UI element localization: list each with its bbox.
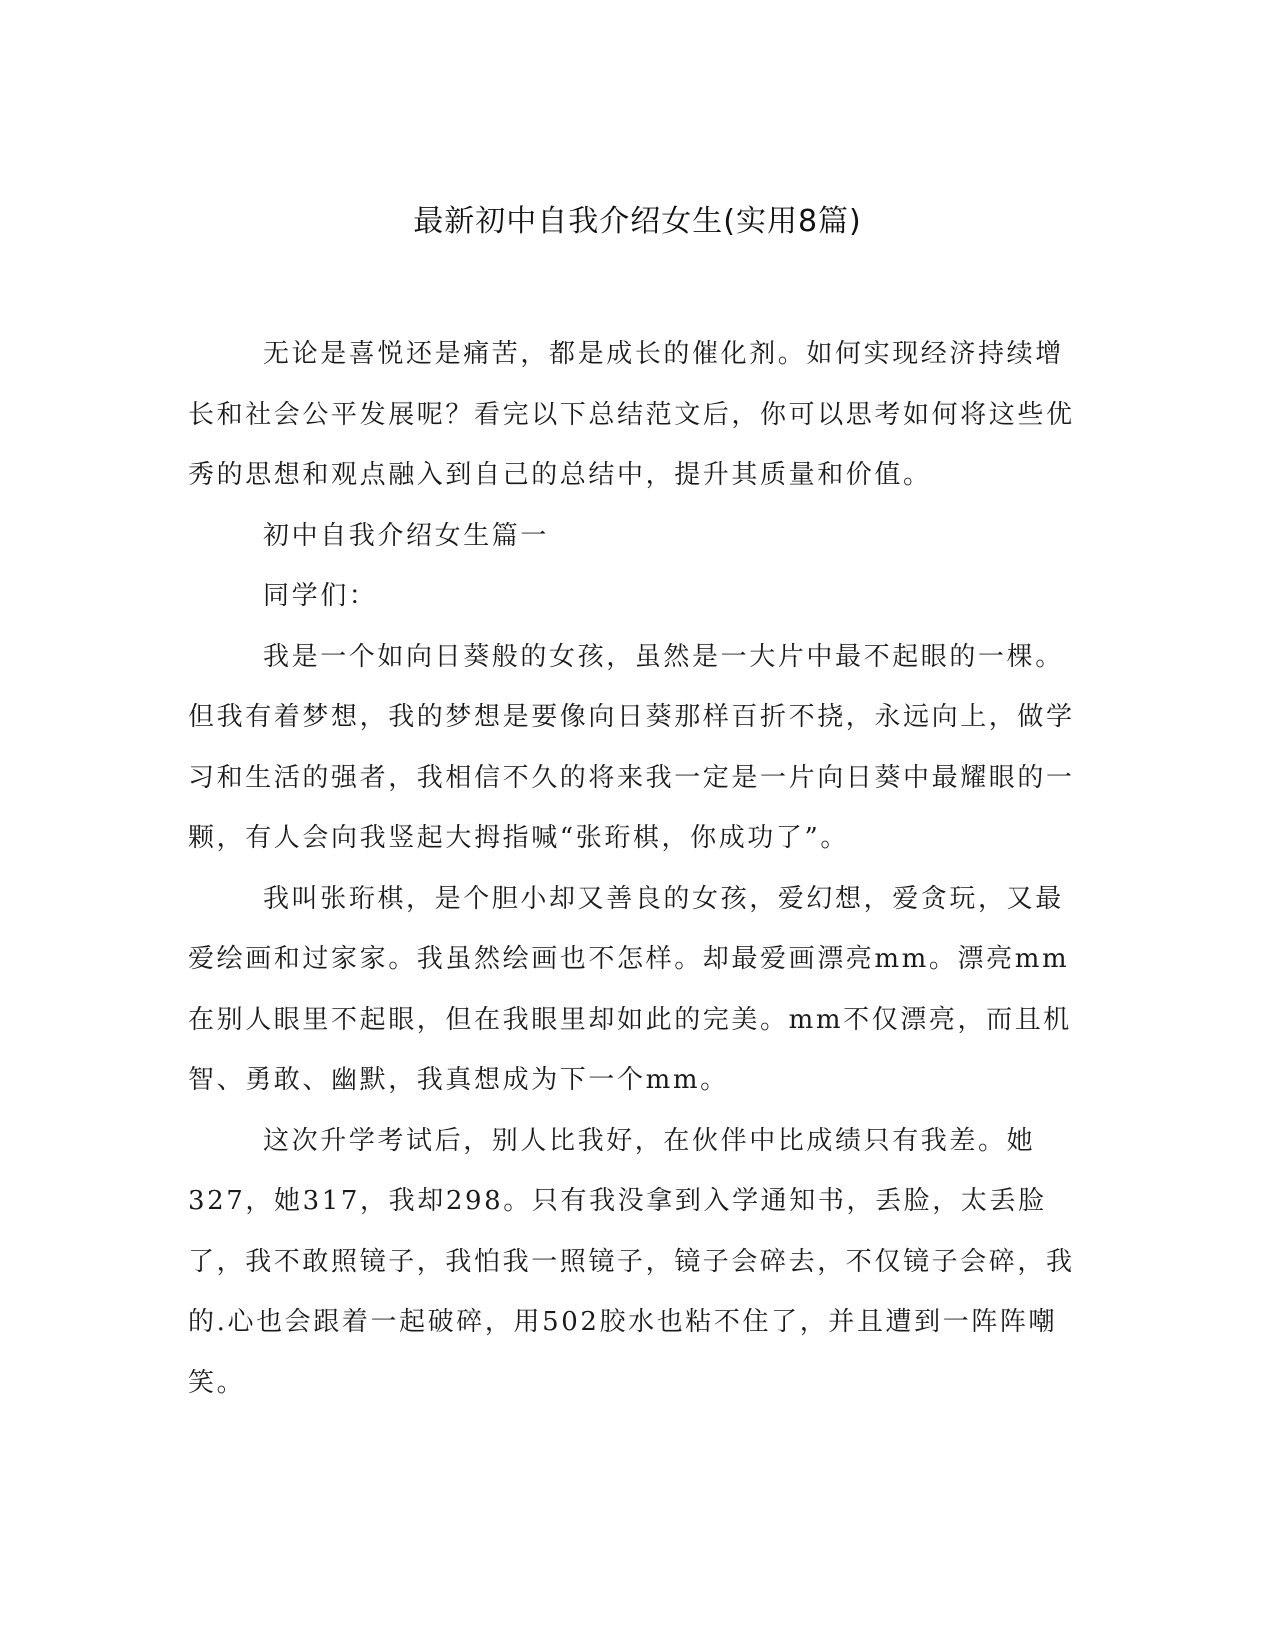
body-paragraph: 我叫张珩棋，是个胆小却又善良的女孩，爱幻想，爱贪玩，又最爱绘画和过家家。我虽然绘画也不怎样。却最爱画漂亮mm。漂亮mm在别人眼里不起眼，但在我眼里却如此的完美。mm不仅漂亮，而且机智、勇敢、幽默，我真想成为下一个mm。	[188, 883, 1072, 1095]
document-title: 最新初中自我介绍女生(实用8篇)	[413, 204, 862, 239]
salutation: 同学们：	[263, 581, 378, 611]
document-body	[188, 324, 1088, 1413]
body-paragraph: 我是一个如向日葵般的女孩，虽然是一大片中最不起眼的一棵。但我有着梦想，我的梦想是要像向日葵那样百折不挠，永远向上，做学习和生活的强者，我相信不久的将来我一定是一片向日葵中最耀眼的一颗，有人会向我竖起大拇指喊“张珩棋，你成功了”。	[188, 641, 1075, 853]
body-paragraph: 这次升学考试后，别人比我好，在伙伴中比成绩只有我差。她327，她317，我却298。只有我没拿到入学通知书，丢脸，太丢脸了，我不敢照镜子，我怕我一照镜子，镜子会碎去，不仅镜子会碎，我的.心也会跟着一起破碎，用502胶水也粘不住了，并且遭到一阵阵嘲笑。	[188, 1125, 1075, 1398]
intro-paragraph: 无论是喜悦还是痛苦，都是成长的催化剂。如何实现经济持续增长和社会公平发展呢？看完以下总结范文后，你可以思考如何将这些优秀的思想和观点融入到自己的总结中，提升其质量和价值。	[188, 339, 1075, 490]
section-heading: 初中自我介绍女生篇一	[263, 520, 550, 551]
